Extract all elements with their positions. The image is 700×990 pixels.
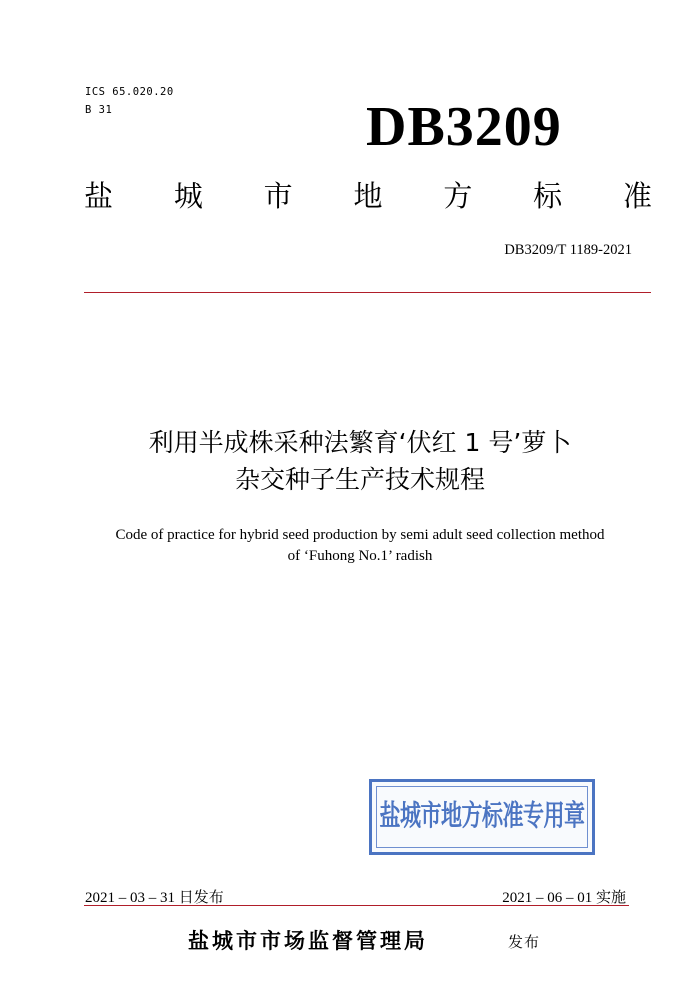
standard-code-title: DB3209 (366, 96, 562, 158)
chinese-title-line-2: 杂交种子生产技术规程 (234, 465, 485, 494)
standard-type-char: 盐 (84, 179, 114, 213)
top-divider (84, 292, 651, 293)
official-seal-stamp (369, 779, 595, 855)
standard-type-char: 标 (533, 179, 563, 213)
standard-type-char: 市 (263, 179, 293, 213)
issuing-authority: 盐城市市场监督管理局 (188, 929, 428, 953)
issue-word: 发布 (508, 933, 541, 951)
standard-type-heading (84, 178, 652, 214)
chinese-title (60, 424, 660, 498)
implementation-date: 2021 – 06 – 01 实施 (502, 890, 626, 906)
standard-number: DB3209/T 1189-2021 (504, 242, 632, 258)
standard-type-char: 地 (353, 179, 383, 213)
english-title (60, 525, 660, 567)
ics-code: ICS 65.020.20 (85, 86, 174, 98)
bottom-divider (84, 905, 629, 906)
english-title-line-1: Code of practice for hybrid seed production by semi adult seed collection method (115, 527, 605, 543)
standard-type-char: 方 (443, 179, 473, 213)
english-title-line-2: of ‘Fuhong No.1’ radish (287, 548, 433, 564)
standard-type-char: 准 (622, 179, 652, 213)
seal-text: 盐城市地方标准专用章 (379, 799, 585, 832)
issue-date: 2021 – 03 – 31 日发布 (85, 890, 224, 906)
chinese-title-line-1: 利用半成株采种法繁育‘伏红 1 号’萝卜 (148, 428, 572, 457)
standard-type-char: 城 (173, 179, 203, 213)
ccs-code: B 31 (85, 104, 113, 116)
